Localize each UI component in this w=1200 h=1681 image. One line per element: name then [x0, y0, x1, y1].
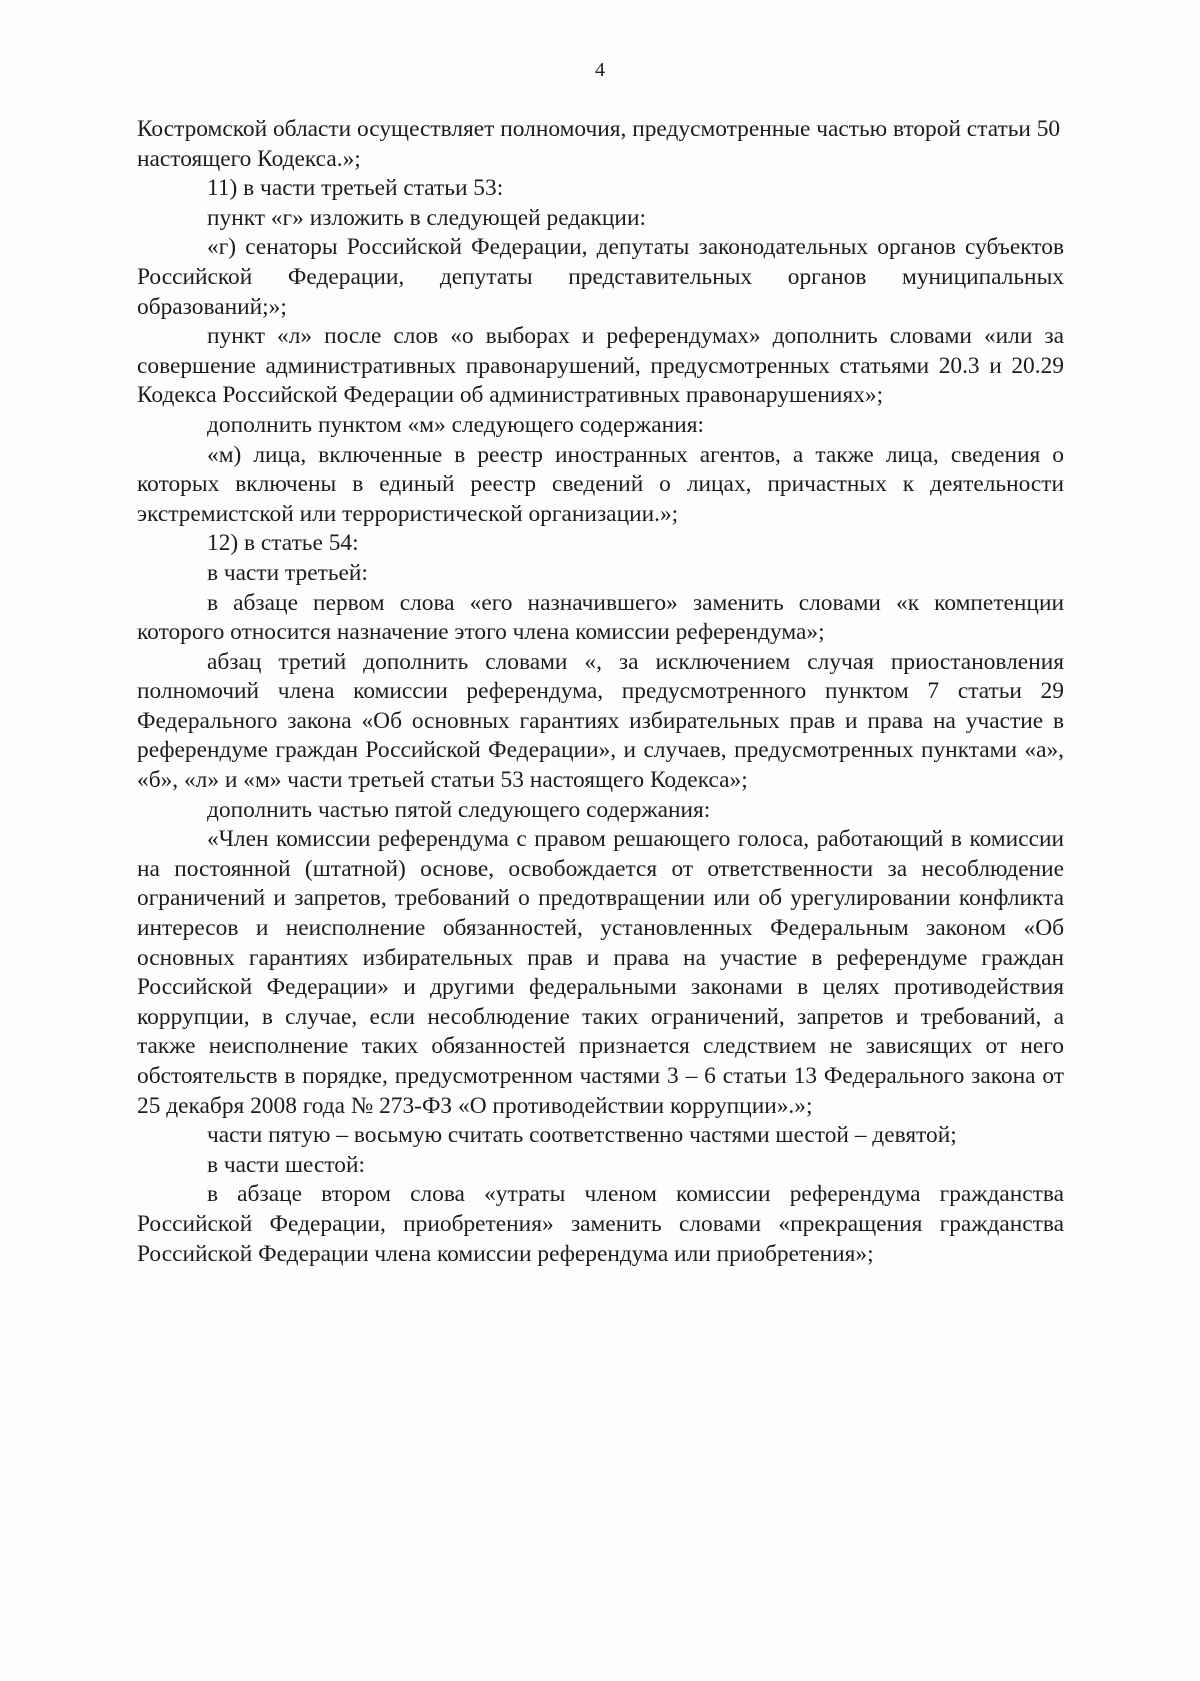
paragraph-continuation: Костромской области осуществляет полномочия, предусмотренные частью второй статьи 50 настоящего Кодекса.»; — [137, 116, 1061, 172]
paragraph-point-g-intro: пункт «г» изложить в следующей редакции: — [207, 204, 646, 231]
document-body — [137, 115, 1064, 1269]
paragraph-part-six: в части шестой: — [207, 1151, 365, 1178]
paragraph-third-abzac: абзац третий дополнить словами «, за исключением случая приостановления полномочий члена комиссии референдума, предусмотренного пунктом 7 статьи 29 Федерального закона «Об основных гарантиях избирательных прав и права на участие в референдуме граждан Российской Федерации», и случаев, предусмотренных пунктами «а», «б», «л» и «м» части третьей статьи 53 настоящего Кодекса»; — [137, 648, 1064, 794]
paragraph-part-three: в части третьей: — [207, 559, 368, 586]
paragraph-point-l: пункт «л» после слов «о выборах и референдумах» дополнить словами «или за совершение административных правонарушений, предусмотренных статьями 20.3 и 20.29 Кодекса Российской Федерации об административных правонарушениях»; — [137, 323, 1064, 409]
paragraph-point-m-intro: дополнить пунктом «м» следующего содержания: — [207, 411, 704, 438]
paragraph-point-g-text: «г) сенаторы Российской Федерации, депутаты законодательных органов субъектов Российской Федерации, депутаты представительных органов муниципальных образований;»; — [137, 234, 1064, 320]
paragraph-item-12: 12) в статье 54: — [207, 530, 359, 557]
paragraph-renumber-parts: части пятую – восьмую считать соответственно частями шестой – девятой; — [207, 1122, 957, 1149]
paragraph-point-m-text: «м) лица, включенные в реестр иностранных агентов, а также лица, сведения о которых включены в единый реестр сведений о лицах, причастных к деятельности экстремистской или террористической организации.»; — [137, 441, 1064, 527]
paragraph-item-11: 11) в части третьей статьи 53: — [207, 175, 504, 202]
paragraph-second-abzac: в абзаце втором слова «утраты членом комиссии референдума гражданства Российской Федерации, приобретения» заменить словами «прекращения гражданства Российской Федерации члена комиссии референдума или приобретения»; — [137, 1181, 1064, 1267]
paragraph-part-five-text: «Член комиссии референдума с правом решающего голоса, работающий в комиссии на постоянной (штатной) основе, освобождается от ответственности за несоблюдение ограничений и запретов, требований о предотвращении или об урегулировании конфликта интересов и неисполнение обязанностей, установленных Федеральным законом «Об основных гарантиях избирательных прав и права на участие в референдуме граждан Российской Федерации» и другими федеральными законами в целях противодействия коррупции, в случае, если несоблюдение таких ограничений, запретов и требований, а также неисполнение таких обязанностей признается следствием не зависящих от него обстоятельств в порядке, предусмотренном частями 3 – 6 статьи 13 Федерального закона от 25 декабря 2008 года № 273-ФЗ «О противодействии коррупции».»; — [137, 826, 1064, 1119]
page-number: 4 — [595, 59, 605, 81]
paragraph-part-five-intro: дополнить частью пятой следующего содержания: — [207, 796, 711, 823]
paragraph-first-abzac: в абзаце первом слова «его назначившего» заменить словами «к компетенции которого относится назначение этого члена комиссии референдума»; — [137, 589, 1064, 646]
